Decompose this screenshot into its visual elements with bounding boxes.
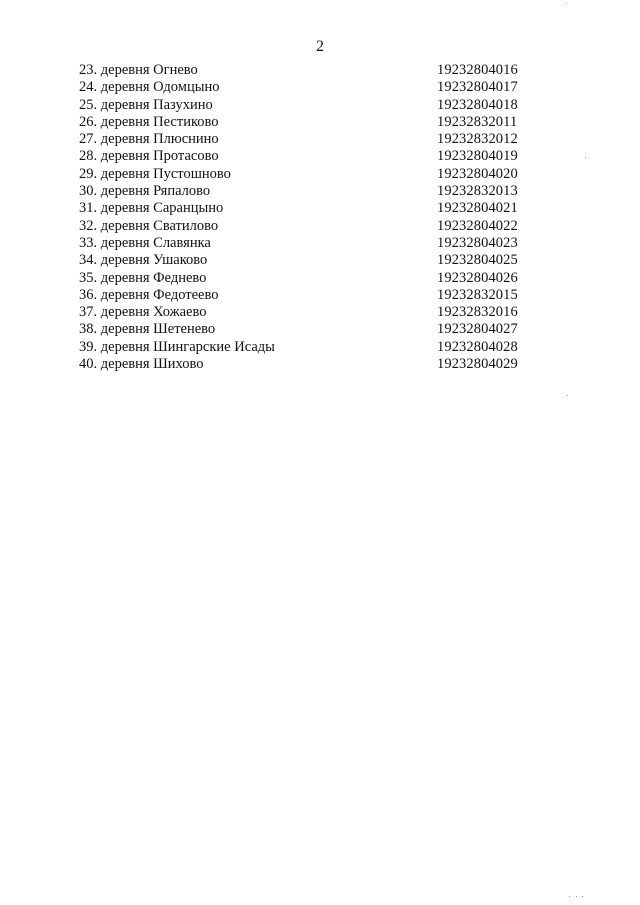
list-item [79,304,539,321]
settlement-list [79,62,539,373]
scan-speck [576,896,577,897]
settlement-code: 19232804017 [437,79,518,96]
settlement-code: 19232804020 [437,165,518,182]
list-item [79,235,539,252]
settlement-name: 28. деревня Протасово [79,148,219,165]
settlement-code: 19232832011 [437,113,518,130]
settlement-name: 37. деревня Хожаево [79,304,207,321]
list-item [79,79,539,96]
settlement-code: 19232804028 [437,338,518,355]
settlement-code: 19232832013 [437,183,518,200]
settlement-code: 19232804022 [437,217,518,234]
list-item [79,183,539,200]
list-item [79,270,539,287]
list-item [79,218,539,235]
scan-speck [566,3,567,4]
list-item [79,62,539,79]
settlement-code: 19232804016 [437,62,518,78]
list-item [79,148,539,165]
settlement-code: 19232804021 [437,200,518,217]
settlement-name: 36. деревня Федотеево [79,286,219,303]
scan-speck [569,896,570,897]
settlement-code: 19232804019 [437,148,518,165]
list-item [79,97,539,114]
list-item [79,356,539,373]
settlement-name: 26. деревня Пестиково [79,113,219,130]
settlement-name: 35. деревня Феднево [79,269,207,286]
page-number: 2 [316,38,324,55]
settlement-name: 40. деревня Шихово [79,356,204,373]
settlement-code: 19232804025 [437,252,518,269]
list-item [79,252,539,269]
settlement-name: 30. деревня Ряпалово [79,183,211,200]
settlement-name: 32. деревня Сватилово [79,217,219,234]
settlement-code: 19232832016 [437,304,518,321]
settlement-code: 19232804023 [437,234,518,251]
list-item [79,166,539,183]
settlement-code: 19232804027 [437,321,518,338]
settlement-name: 33. деревня Славянка [79,234,211,251]
list-item [79,200,539,217]
settlement-code: 19232832015 [437,286,518,303]
settlement-name: 31. деревня Саранцыно [79,200,224,217]
scan-speck [582,896,583,897]
settlement-name: 38. деревня Шетенево [79,321,216,338]
settlement-name: 27. деревня Плюснино [79,131,219,148]
settlement-name: 23. деревня Огнево [79,62,198,78]
scan-speck [585,157,586,158]
settlement-code: 19232832012 [437,131,518,148]
settlement-name: 29. деревня Пустошново [79,165,231,182]
settlement-code: 19232804029 [437,356,518,373]
list-item [79,114,539,131]
settlement-code: 19232804026 [437,269,518,286]
settlement-name: 24. деревня Одомцыно [79,79,220,96]
list-item [79,131,539,148]
list-item [79,287,539,304]
settlement-name: 39. деревня Шингарские Исады [79,338,275,355]
list-item [79,321,539,338]
list-item [79,339,539,356]
scan-speck [567,395,568,396]
settlement-code: 19232804018 [437,96,518,113]
settlement-name: 34. деревня Ушаково [79,252,208,269]
settlement-name: 25. деревня Пазухино [79,96,213,113]
